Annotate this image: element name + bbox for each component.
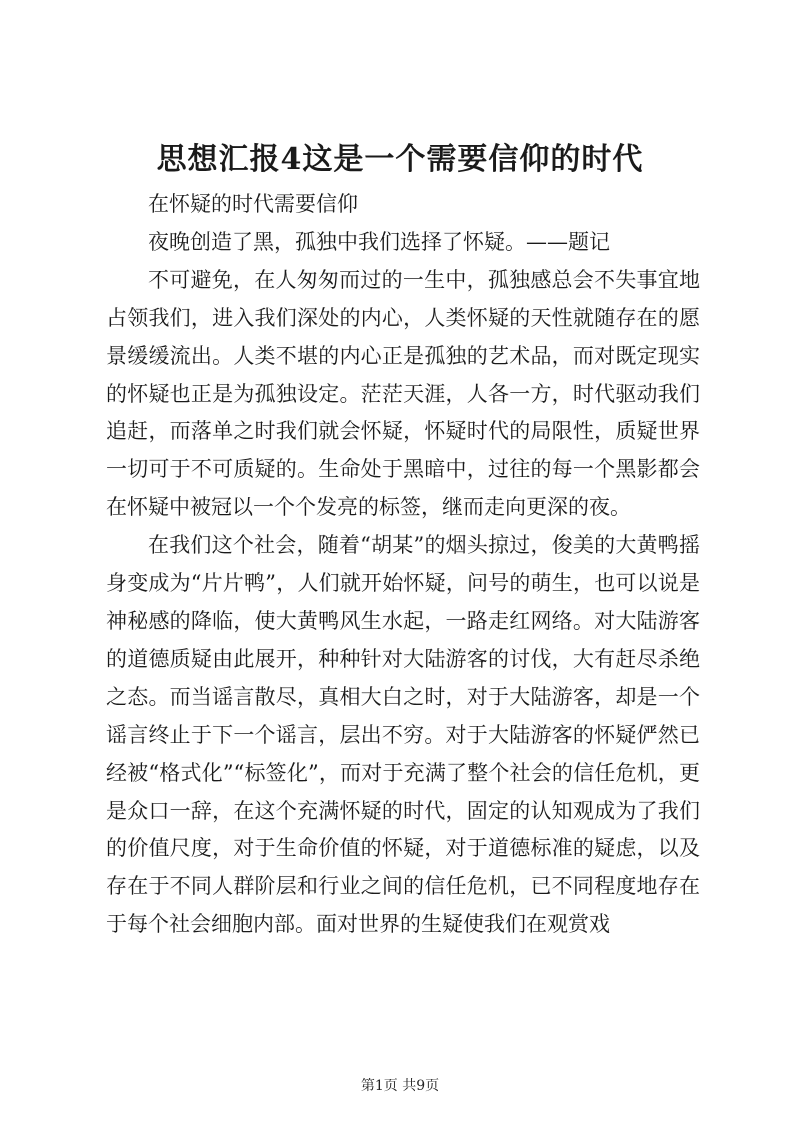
paragraph-subtitle: 在怀疑的时代需要信仰 bbox=[148, 192, 358, 216]
document-title: 思想汇报4这是一个需要信仰的时代 bbox=[156, 142, 644, 177]
page-footer: 第1页 共9页 bbox=[360, 1078, 440, 1094]
document-body bbox=[106, 186, 700, 944]
paragraph-epigraph: 夜晚创造了黑，孤独中我们选择了怀疑。——题记 bbox=[148, 229, 610, 254]
paragraph-body-1: 不可避免，在人匆匆而过的一生中，孤独感总会不失事宜地占领我们，进入我们深处的内心，人类怀疑的天性就随存在的愿景缓缓流出。人类不堪的内心正是孤独的艺术品，而对既定现实的怀疑也正是为孤独设定。茫茫天涯，人各一方，时代驱动我们追赶，而落单之时我们就会怀疑，怀疑时代的局限性，质疑世界一切可于不可质疑的。生命处于黑暗中，过往的每一个黑影都会在怀疑中被冠以一个个发亮的标签，继而走向更深的夜。 bbox=[106, 267, 700, 520]
paragraph-body-2: 在我们这个社会，随着“胡某”的烟头掠过，俊美的大黄鸭摇身变成为“片片鸭”，人们就开始怀疑，问号的萌生，也可以说是神秘感的降临，使大黄鸭风生水起，一路走红网络。对大陆游客的道德质疑由此展开，种种针对大陆游客的讨伐，大有赶尽杀绝之态。而当谣言散尽，真相大白之时，对于大陆游客，却是一个谣言终止于下一个谣言，层出不穷。对于大陆游客的怀疑俨然已经被“格式化”“标签化”，而对于充满了整个社会的信任危机，更是众口一辞，在这个充满怀疑的时代，固定的认知观成为了我们的价值尺度，对于生命价值的怀疑，对于道德标准的疑虑，以及存在于不同人群阶层和行业之间的信任危机，已不同程度地存在于每个社会细胞内部。面对世界的生疑使我们在观赏戏 bbox=[106, 533, 700, 937]
